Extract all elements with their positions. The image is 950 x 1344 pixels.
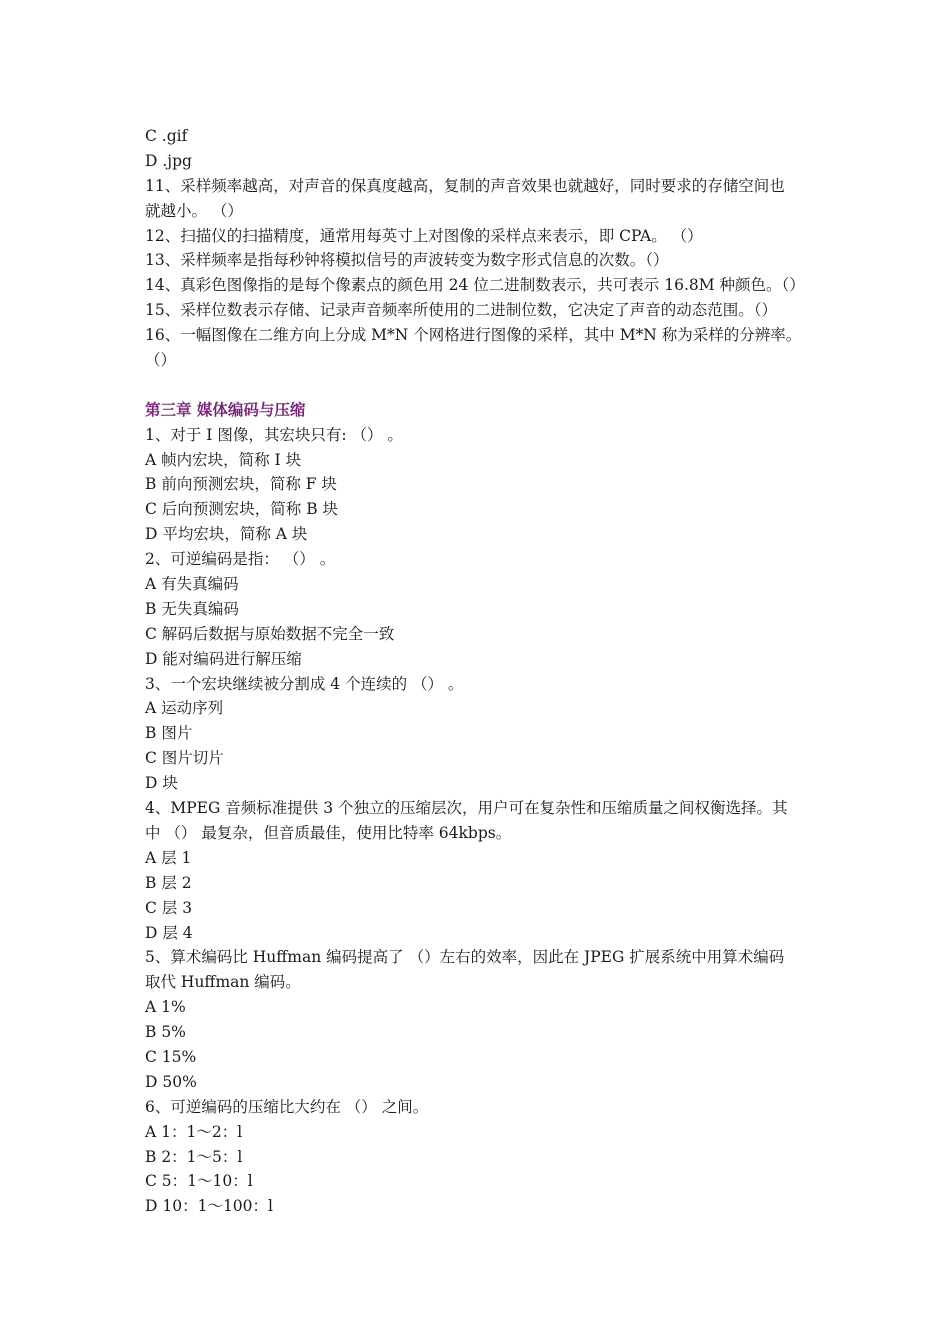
option-line: D 层 4 [145, 923, 193, 942]
chapter-heading: 第三章 媒体编码与压缩 [145, 399, 306, 419]
option-line: C 后向预测宏块，简称 B 块 [145, 500, 339, 519]
option-line: D 块 [145, 774, 178, 793]
question-line: 5、算术编码比 Huffman 编码提高了 （）左右的效率，因此在 JPEG 扩展系统中用算术编码 [145, 948, 785, 967]
question-line: 16、一幅图像在二维方向上分成 M*N 个网格进行图像的采样，其中 M*N 称为采样的分辨率。 [145, 326, 802, 345]
option-line: D 平均宏块，简称 A 块 [145, 525, 308, 544]
option-line: A 1：1～2：l [145, 1122, 243, 1141]
option-line: D .jpg [145, 151, 192, 170]
option-line: B 前向预测宏块，简称 F 块 [145, 475, 337, 494]
question-line: 中 （） 最复杂，但音质最佳，使用比特率 64kbps。 [145, 823, 512, 842]
question-line: 就越小。 （） [145, 201, 243, 220]
option-line: A 帧内宏块，简称 I 块 [145, 450, 302, 469]
question-line: 2、可逆编码是指： （） 。 [145, 550, 336, 569]
question-line: 14、真彩色图像指的是每个像素点的颜色用 24 位二进制数表示，共可表示 16.8M 种颜色。（） [145, 276, 805, 295]
option-line: D 50% [145, 1072, 197, 1091]
question-line: 4、MPEG 音频标准提供 3 个独立的压缩层次，用户可在复杂性和压缩质量之间权衡选择。其 [145, 799, 788, 818]
question-line: 11、采样频率越高，对声音的保真度越高，复制的声音效果也就越好，同时要求的存储空间也 [145, 176, 785, 195]
option-line: C 5：1～10：l [145, 1172, 253, 1191]
spacer [145, 373, 835, 398]
option-line: A 1% [145, 998, 186, 1017]
question-line: 12、扫描仪的扫描精度，通常用每英寸上对图像的采样点来表示，即 CPA。 （） [145, 226, 703, 245]
document-content [145, 124, 835, 1219]
option-line: A 层 1 [145, 848, 192, 867]
option-line: C 层 3 [145, 898, 193, 917]
question-line: 6、可逆编码的压缩比大约在 （） 之间。 [145, 1097, 429, 1116]
option-line: D 能对编码进行解压缩 [145, 649, 302, 668]
option-line: C 图片切片 [145, 749, 224, 768]
option-line: A 有失真编码 [145, 575, 239, 594]
option-line: C 15% [145, 1047, 197, 1066]
option-line: C 解码后数据与原始数据不完全一致 [145, 624, 395, 643]
question-line: 3、一个宏块继续被分割成 4 个连续的 （） 。 [145, 674, 464, 693]
option-line: C .gif [145, 127, 188, 145]
option-line: B 5% [145, 1023, 186, 1042]
option-line: B 无失真编码 [145, 599, 239, 618]
question-line: 1、对于 I 图像，其宏块只有: （） 。 [145, 425, 403, 444]
option-line: B 层 2 [145, 873, 192, 892]
question-line: （） [145, 351, 177, 370]
option-line: D 10：1～100：l [145, 1197, 273, 1216]
option-line: A 运动序列 [145, 699, 224, 718]
option-line: B 2：1～5：l [145, 1147, 243, 1166]
question-line: 取代 Huffman 编码。 [145, 973, 301, 992]
option-line: B 图片 [145, 724, 193, 743]
question-line: 15、采样位数表示存储、记录声音频率所使用的二进制位数，它决定了声音的动态范围。（） [145, 301, 777, 320]
question-line: 13、采样频率是指每秒钟将模拟信号的声波转变为数字形式信息的次数。（） [145, 251, 669, 270]
